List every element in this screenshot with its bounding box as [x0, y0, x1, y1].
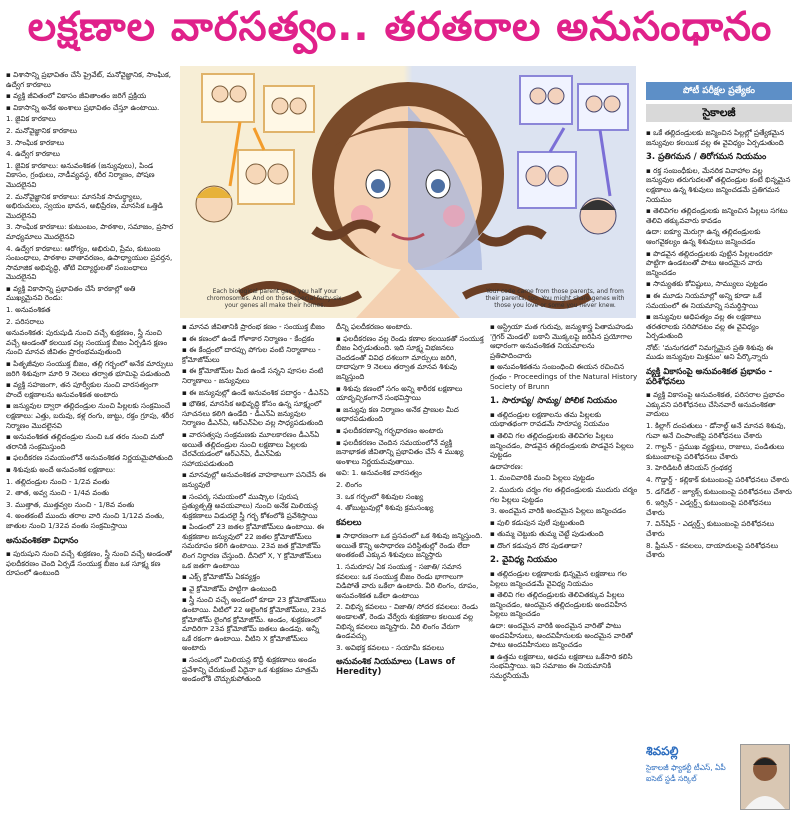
section-heading: వ్యక్తి వికాసంపై అనువంశికత ప్రభావం - పరిశోధనలు	[646, 367, 773, 387]
sidebar-subject: సైకాలజీ	[646, 104, 792, 122]
grandparent-frame-right	[264, 86, 314, 132]
paragraph: 2. మనోవైజ్ఞానిక కారకాలు: మానసిక సామర్థ్యాలు, అభిరుచులు, స్వయం భావన, అభిప్రేరణ, మానసిక ఒత్తిడి మొదలైనవి	[6, 191, 163, 220]
paragraph: ▪ అనువంశికత తల్లిదండ్రుల నుంచి ఒక తరం నుంచి మరో తరానికి సంక్రమిస్తుంది	[6, 432, 164, 451]
paragraph: ▪ ఈ కణంలో ఉండే గోళాకార నిర్మాణం - కేంద్రకం	[182, 333, 315, 343]
paragraph: ▪ ఫలదీకరణ సమయంలోనే అనువంశికత నిర్ణయమైపోతుంది	[6, 453, 173, 463]
paragraph: 3. ఒక గర్భంలో శిశువుల సంఖ్య	[336, 491, 424, 501]
section-heading: అనువంశిక నియమాలు (Laws of Heredity)	[336, 657, 456, 677]
author-role: సైకాలజీ ఫ్యాకల్టీ టీఎస్, ఏపీ ఐసెట్ స్టడీ సర్కిల్	[646, 763, 726, 783]
paragraph: ▪ విశాసాన్ని ప్రభావితం చేసే ప్రైవేట్, మనోవైజ్ఞానిక, సాంఘిక, ఉద్వేగ కారకాలు	[6, 70, 172, 89]
paragraph: ▪ సంపర్కంలో మిలియన్ల కొద్దీ శుక్రకణాలు అండం ప్రవేశాన్ని చేరుకుంటే ఏదైనా ఒక శుక్రకణం మాత్రమే అండంలోకి చొచ్చుకుపోతుంది	[182, 655, 319, 684]
paragraph: 2. పరిసరాలు	[6, 316, 44, 326]
paragraph: ▪ వారసత్వపు సంక్రమణకు మూలకారణం డీఎన్ఏ అయితే తల్లిదండ్రుల నుంచి లక్షణాలు పిల్లలకు చేరవేయడంలో ఆర్ఎన్ఏ, డీఎన్ఏకు సహాయపడుతుంది	[182, 429, 320, 468]
paragraph: 1. సమరూప/ ఏక సంయుక్త - సజాతి/ సమాన కవలలు: ఒక సంయుక్త బీజం రెండు భాగాలుగా విడిపోతే వారు ఒకేలా ఉంటారు. వీరి లింగం, రూపం, అనువంశికత ఒకేలా ఉంటాయి	[336, 562, 479, 600]
paragraph: అనువంశికత: పురుషుడి నుంచి వచ్చే శుక్రకణం, స్త్రీ నుంచి వచ్చే అండంతో కలయిక వల్ల సంయుక్త బీజం ఏర్పడిన క్షణం నుంచి మానవ జీవితం ప్రారంభమవుతుంది	[6, 328, 168, 357]
paragraph: ▪ ఈ కేంద్రంలో దారప్పు పోగుల వంటి నిర్మాణాలు - క్రోమోజోమ్‌లు	[182, 345, 321, 364]
paragraph: 5. డగ్‌డేల్ - జ్యూక్స్ కుటుంబంపై పరిశోధనలు చేశారు	[646, 486, 792, 496]
paragraph: 1. అనువంశికత	[6, 305, 51, 315]
paragraph: ▪ సామ్యతకు కోవిష్టులు, సామ్యులు పుట్టడం	[646, 279, 768, 289]
paragraph: 1. జైవిక కారకాలు: అనువంశికత (జన్యువులు), పిండ వికాసం, గ్రంథులు, నాడీవ్యవస్థ, శరీర నిర్మాణం, పోషణ మొదలైనవి	[6, 160, 155, 189]
paragraph: 2. విభిన్న కవలలు - విజాతి/ సోదర కవలలు: రెండు అండాలతో, రెండు వేర్వేరు శుక్రకణాల కలయిక వల్ల విభిన్న కవలలు జన్మిస్తారు. వీరి లింగం వేరుగా ఉండవచ్చు	[336, 602, 478, 641]
paragraph: అవి: 1. అనువంశిక వారసత్వం	[336, 468, 422, 478]
paragraph: ▪ ఫలదీకరణాన్ని గర్భధారణం అంటారు	[336, 425, 444, 435]
section-heading: 3. ప్రతిగమన / తిరోగమన నియమం	[646, 152, 767, 163]
paragraph: ▪ తెలివిగల తల్లిదండ్రులకు జన్మించిన పిల్లలు సగటు తెలివి తక్కువవారు కావడం	[646, 206, 788, 225]
author-photo	[740, 744, 790, 810]
paragraph: ▪ ఆస్ట్రియా మత గురువు, జన్యుశాస్త్ర పితామహుడు 'గ్రెగర్ మెండల్' బఠానీ మొక్కలపై జరిపిన ప్రయోగాల ఆధారంగా అనువంశికత నియమాలను ప్రతిపాదించారు	[490, 322, 634, 360]
paragraph: ▪ పులి కడుపున పులే పుట్టుతుంది	[490, 517, 585, 527]
paragraph: ▪ తుమ్మ చెట్టుకు తుమ్మ చెట్టే పుడుతుంది	[490, 529, 604, 539]
paragraph: 3. సాంఘిక కారకాలు	[6, 137, 65, 147]
paragraph: ▪ దొంగ కడుపున దొర పుడతాడా?	[490, 540, 583, 550]
paragraph: ▪ ఎక్స్ క్రోమోజోమ్ ఏకవ్యక్తం	[182, 572, 260, 582]
author-name: శివపల్లి	[646, 744, 679, 758]
paragraph: దీన్ని ఫలదీకరణం అంటారు.	[336, 322, 413, 331]
paragraph: ▪ పితృజీవుల సంయుక్త బీజం, తల్లి గర్భంలో అనేక మార్పులు జరిగి శిశువుగా మారి 9 నెలలు తర్వాత భూమిపై పడుతుంది	[6, 359, 174, 378]
paragraph: ఉదా: అందమైన వారికి అందమైన వారితో పాటు అందవిహీనులు, అందవిహీనులకు అందమైన వారితో పాటు అందవిహీనులు జన్మించడం	[490, 621, 633, 650]
column-mid-2	[336, 322, 484, 815]
paragraph: ▪ మానవ జీవితానికి ప్రారంభ కణం - సంయుక్త బీజం	[182, 322, 325, 331]
paragraph: 3. అందమైన వారికి అందమైన పిల్లలు జన్మించడం	[490, 506, 626, 516]
paragraph: ▪ వ్యక్తి జీవితంలో వికాసం జీవితాంతం జరిగే ప్రక్రియ	[6, 91, 147, 101]
paragraph: 1. కిల్లాగ్ దంపతులు - డోనాల్డ్ అనే మానవ శిశువు, గువా అనే చింపాంజీపై పరిశోధనలు చేశారు	[646, 421, 786, 440]
paragraph: ▪ ఈ మూడు నియమాల్లో అన్ని కూడా ఒకే సమయంలో ఈ నియమాన్ని సమర్థిస్తాయి	[646, 290, 762, 310]
paragraph: ▪ జన్యువుల ద్వారా తల్లిదండ్రుల నుంచి పిల్లలకు సంక్రమించే లక్షణాలు: ఎత్తు, బరువు, కళ్ల రంగు, జుట్టు, రక్తం గ్రూపు, శరీర నిర్మాణం మొదలైనవి	[6, 401, 174, 430]
paragraph: ▪ ఈ క్రోమోజోమ్‌ల మీద ఉండే సన్నని పూసల వంటి నిర్మాణాలు - జన్యువులు	[182, 366, 324, 385]
hero-illustration	[180, 66, 636, 318]
paragraph: 4. గొడ్డార్డ్ - కల్లికాక్ కుటుంబంపై పరిశోధనలు చేశారు	[646, 475, 789, 484]
paragraph: ▪ పొడవైన తల్లిదండ్రులకు పుట్టిన పిల్లలందరూ పొట్టిగా ఉండటంతో పాటు అందమైన వారు జన్మించడం	[646, 248, 773, 277]
grandparent-frame-right-side	[520, 76, 572, 124]
paragraph: ▪ స్త్రీ నుంచి వచ్చే అండంలో కూడా 23 క్రోమోజోమ్‌లు ఉంటాయి. వీటిలో 22 అలైంగిక క్రోమోజోమ్‌లు, 23వ క్రోమోజోమ్‌ లైంగిక క్రోమోజోమ్. అండం, శుక్రకణంలో మాదిరిగా 23వ క్రోమోజోమ్ జతలు ఉండవు. అన్నీ ఒకే రకంగా ఉంటాయి. వీటిని X క్రోమోజోమ్‌లు అంటారు	[182, 595, 327, 653]
page-title: లక్షణాల వారసత్వం.. తరతరాల అనుసంధానం	[27, 4, 773, 50]
section-heading: 2. వైవిధ్య నియమం	[490, 555, 558, 566]
paragraph: ▪ ఉత్తమ లక్షణాలు, అధమ లక్షణాలు ఒకేసారి కలిసి సంభవిస్తాయి. ఇవి సమాజం ఈ నియమానికి సమర్థనీయమే	[490, 651, 633, 680]
paragraph: ▪ రక్త సంబంధీకుల, మేనరిక వివాహాల వల్ల జన్యువుల తరుగుదలతో తల్లిదండ్రుల కంటే భిన్నమైన లక్షణాలు ఉన్న శిశువులు జన్మించడమే ప్రతిగమన నియమం	[646, 165, 791, 204]
paragraph: ▪ సంపర్క సమయంలో ముష్కాల (పురుష ప్రత్యుత్పత్తి అవయవాలు) నుంచి అనేక మిలియన్ల శుక్రకణాలు విడుదలై స్త్రీ గర్భ కోశంలోకి ప్రవేశిస్తాయి	[182, 491, 318, 520]
column-right	[646, 128, 792, 740]
paragraph: ఉదాహరణ:	[490, 461, 524, 471]
paragraph: 4. తోబుట్టువుల్లో శిశువు క్రమసంఖ్య	[336, 503, 434, 513]
paragraph: 2. తాత, అవ్వ నుంచి - 1/4వ వంతు	[6, 488, 110, 498]
paragraph: ▪ అనువంశికతను సంబంధించి ఈయన రచించిన గ్రంథం - Proceedings of the Natural History Society of Brunn	[490, 362, 638, 391]
paragraph: 7. విన్‌షిప్ - ఎడ్వర్డ్స్ కుటుంబంపై పరిశోధనలు చేశారు	[646, 519, 775, 538]
column-mid-1	[182, 322, 330, 815]
paragraph: ▪ తల్లిదండ్రుల లక్షణాలకు భిన్నమైన లక్షణాలు గల పిల్లలు జన్మించడమే వైవిధ్య నియమం	[490, 569, 627, 588]
hero-caption-left: Each biological parent gave you half your chromosomes. And on those special forty-six, your genes all make their homes.	[206, 288, 344, 309]
paragraph: 6. ఇర్విన్ - ఎడ్వర్డ్స్ కుటుంబంపై పరిశోధనలు చేశారు	[646, 498, 772, 517]
paragraph: ▪ శిశువు కణంలో సగం అన్ని శారీరక లక్షణాలు యాదృచ్ఛికంగానే సంభవిస్తాయి	[336, 383, 463, 403]
paragraph: 4. ఉద్వేగ కారకాలు: ఆరోగ్యం, అభిరుచి, ప్రేమ, కుటుంబ సంబంధాలు, పాఠశాల వాతావరణం, ఉపాధ్యాయుల ప్రవర్తన, సామాజిక అభివృద్ధి, తోటి విద్యార్థులతో సంబంధాలు మొదలైనవి	[6, 243, 173, 282]
paragraph: ▪ ఈ జన్యువుల్లో ఉండే అనువంశిక పదార్థం - డీఎన్ఏ	[182, 387, 329, 397]
paragraph: ▪ తెలివి గల తల్లిదండ్రులకు తెలివిగల పిల్లలు జన్మించడం, పొడవైన తల్లిదండ్రులకు పొడవైన పిల్లలు పుట్టడం	[490, 430, 634, 460]
paragraph: 2. మనోవైజ్ఞానిక కారకాలు	[6, 125, 77, 135]
column-mid-3	[490, 322, 638, 815]
paragraph: ▪ సాధారణంగా ఒక ప్రసవంలో ఒక శిశువు జన్మిస్తుంది. అయితే కొన్ని అసాధారణ పరిస్థితుల్లో రెండు లేదా అంతకంటే ఎక్కువ శిశువులు జన్మిస్తారు	[336, 531, 483, 560]
paragraph: ▪ జన్యువు కణ నిర్మాణం అనేక ప్రాణుల మీద ఆధారపడుతుంది	[336, 404, 459, 424]
paragraph: 4. అంతకంటే ముందు తరాల వారి నుంచి 1/12వ వంతు, జాతుల నుంచి 1/32వ వంతు సంక్రమిస్తాయి	[6, 511, 165, 530]
paragraph: ▪ వై క్రోమోజోమ్ పొట్టిగా ఉంటుంది	[182, 583, 277, 593]
braid-right	[480, 230, 544, 242]
paragraph: ▪ వికాసాన్ని అనేక అంశాలు ప్రభావితం చేస్తూ ఉంటాయి.	[6, 102, 160, 112]
grandparent-frame-left	[202, 74, 254, 122]
author-box	[646, 744, 792, 814]
child-face-illustration	[180, 66, 636, 318]
paragraph: ▪ తెలివి గల తల్లిదండ్రులకు తెలివితక్కువ పిల్లలు జన్మించడం, అందమైన తల్లిదండ్రులకు అందవిహీన పిల్లలు జన్మించడం	[490, 590, 627, 619]
paragraph: 2. ముదురు చర్మం గల తల్లిదండ్రులకు ముదురు చర్మం గల పిల్లలు పుట్టడం	[490, 484, 638, 504]
paragraph: 2. లింగం	[336, 479, 362, 489]
paragraph: ▪ ఫలదీకరణం వల్ల రెండు కణాల కలయికతో సంయుక్త బీజం ఏర్పడుతుంది. ఇది సూక్ష్మ విభజనలు చెందడంతో వివిధ దశలుగా మార్పులు జరిగి, దాదాపుగా 9 నెలలు తర్వాత మానవ శిశువు జన్మిస్తుంది	[336, 333, 484, 381]
section-heading: అనువంశికతా విధానం	[6, 535, 79, 546]
paragraph: ▪ తల్లిదండ్రుల లక్షణాలను తమ పిల్లలకు యథాతథంగా రావడమే సారూప్య నియమం	[490, 409, 610, 429]
paragraph: ▪ వ్యక్తి వికాసాన్ని ప్రభావితం చేసే కారకాల్లో అతి ముఖ్యమైనవి రెండు:	[6, 283, 136, 303]
paragraph: 3. సాంఘిక కారకాలు: కుటుంబం, పాఠశాల, సమాజం, ప్రసార మాధ్యమాలు మొదలైనవి	[6, 222, 174, 241]
paragraph: ▪ శిశువుకు అందే అనువంశిక లక్షణాలు:	[6, 464, 116, 474]
paragraph: నోట్: 'మనుగడలో నిమగ్నమైన ప్రతి శిశువు ఈ ముడు జన్యువుల మిశ్రమం' అని పేర్కొన్నారు	[646, 342, 773, 362]
paragraph: 2. గాల్టన్ - ప్రముఖ వ్యక్తులు, రాజులు, పండితులు కుటుంబాలపై పరిశోధనలు చేశారు	[646, 442, 785, 461]
paragraph: ▪ భౌతిక, మానసిక అభివృద్ధి కోసం ఉన్న సూక్ష్మంలో సూచనలు కలిగి ఉండేది - డీఎన్ఏ జన్యువుల నిర్మాణం డీఎన్ఏ, ఆర్ఎన్ఏల వల్ల సాధ్యపడుతుంది	[182, 399, 324, 428]
section-heading: కవలలు	[336, 517, 362, 528]
paragraph: ▪ ఒకే తల్లిదండ్రులకు జన్మించిన పిల్లల్లో ప్రత్యేకమైన జన్యువుల కలయిక వల్ల ఈ వైవిధ్యం ఏర్పడుతుంది	[646, 128, 785, 147]
column-left	[6, 70, 174, 815]
paragraph: 3. అవిభక్త కవలలు - సయామీ కవలలు	[336, 642, 444, 652]
sidebar-banner: పోటీ పరీక్షల ప్రత్యేకం	[646, 82, 792, 100]
paragraph: ▪ పురుషుని నుంచి వచ్చే శుక్రకణం, స్త్రీ నుంచి వచ్చే అండంతో ఫలదీకరణం చెంది ఏర్పడే సంయుక్త బీజం ఒక సూక్ష్మ కణ రూపంలో ఉంటుంది	[6, 549, 172, 578]
paragraph: 3. ముత్తాత, ముత్తవ్వల నుంచి - 1/8వ వంతు	[6, 499, 135, 509]
hero-caption-right: Your code came from those parents, and from their parents, too. You might share genes with those you love or some you never knew.	[485, 288, 625, 309]
paragraph: 1. మంచివారికి మంచి పిల్లలు పుట్టడం	[490, 473, 595, 483]
paragraph: 8. ఫ్రీమన్ - కవలలు, దాయాదులపై పరిశోధనలు చేశారు	[646, 540, 779, 560]
paragraph: ▪ జన్యువుల అధిపత్యం వల్ల ఈ లక్షణాలు తరతరాలకు సరిపోవటం వల్ల ఈ వైవిధ్యం ఏర్పడుతుంది	[646, 312, 761, 341]
section-heading: 1. సారూప్య/ సామ్య/ పోలిక నియమం	[490, 396, 618, 407]
paragraph: ▪ ఫలదీకరణం చెందిన సమయంలోనే వ్యక్తి జనాభాకత జీవితాన్ని ప్రభావితం చేసే 4 ముఖ్య అంశాలు నిర్ణయమవుతాయి.	[336, 437, 464, 466]
grandparent-frame-far-right	[578, 84, 628, 130]
paragraph: ఉదా: ఐక్యూ మెరుగ్గా ఉన్న తల్లిదండ్రులకు ఆంగవైకల్యం ఉన్న శిశువులు జన్మించడం	[646, 227, 761, 246]
paragraph: 1. జైవిక కారకాలు	[6, 114, 56, 124]
paragraph: ▪ పిండంలో 23 జతల క్రోమోజోమ్‌లు ఉంటాయి. ఈ శుక్రకణాల జన్యువులో 22 జతల క్రోమోజోమ్‌లు సమరూపం కలిగి ఉంటాయి. 23వ జత క్రోమోజోమ్‌ లింగ నిర్ధారణ చేస్తుంది. దీనిలో X, Y క్రోమోజోమ్‌లు ఒక జతగా ఉంటాయి	[182, 522, 325, 570]
paragraph: ▪ వ్యక్తి సహజంగా, తన పూర్వీకుల నుంచి వారసత్వంగా పొందే లక్షణాలను అనువంశికత అంటారు	[6, 380, 159, 399]
paragraph: 4. ఉద్వేగ కారకాలు	[6, 149, 60, 159]
paragraph: 1. తల్లిదండ్రుల నుంచి - 1/2వ వంతు	[6, 476, 110, 486]
paragraph: ▪ మానవుల్లో అనువంశికత వాహకాలుగా పనిచేసే ఈ జన్యువులే	[182, 470, 326, 489]
paragraph: ▪ వ్యక్తి వికాసంపై అనువంశికత, పరిసరాల ప్రభావం ఎక్కువని పరిశోధనలు చేసినవారే అనువంశికతా వాదులు	[646, 390, 785, 419]
paragraph: 3. హెరిడిటరీ జీనియస్ గ్రంథకర్త	[646, 463, 733, 473]
